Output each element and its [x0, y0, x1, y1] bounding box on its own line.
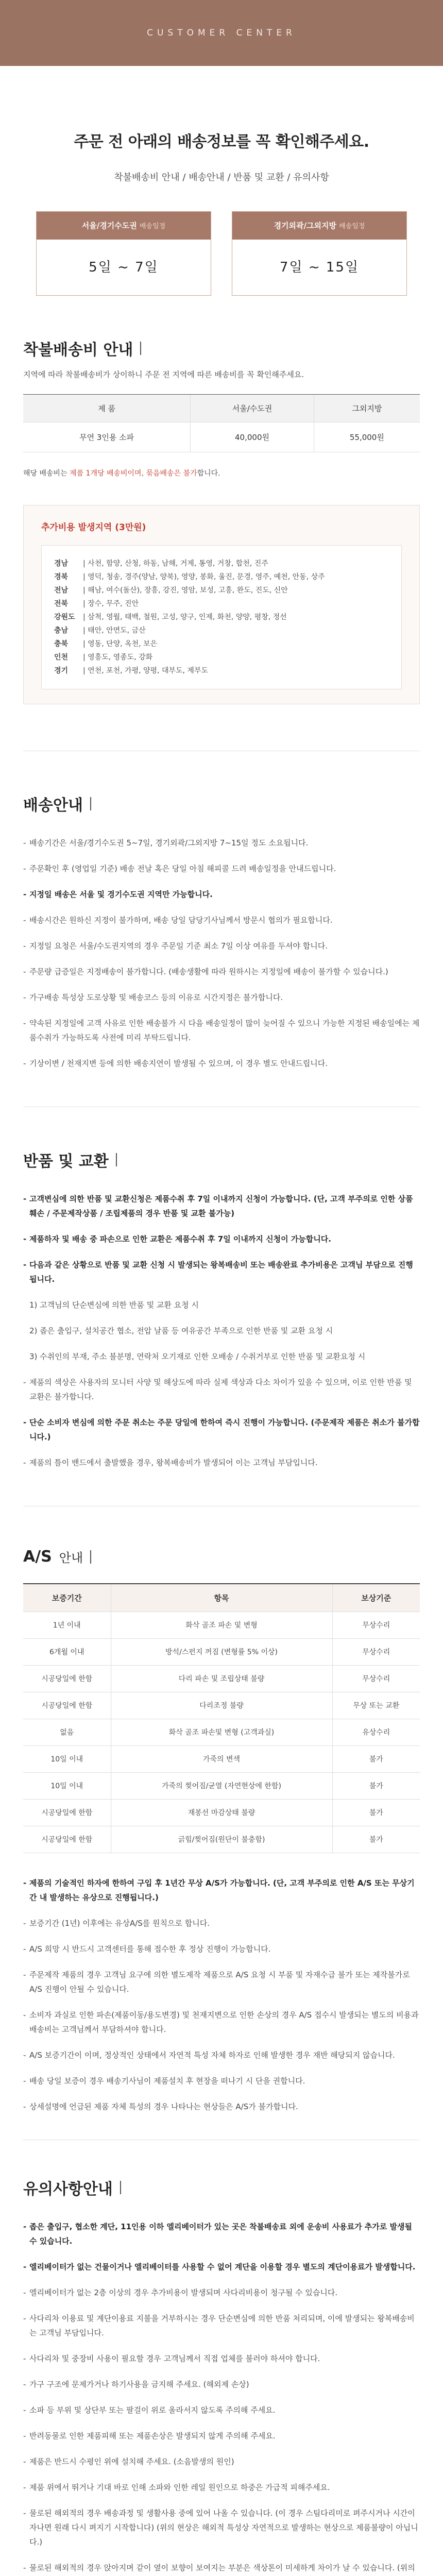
list-item: - 단순 소비자 변심에 의한 주문 취소는 주문 당일에 한하여 즉시 진행이 가능합니다. (주문제작 제품은 취소가 불가합니다.): [23, 1415, 420, 1444]
as-cell: 무상 또는 교환: [332, 1692, 420, 1719]
list-item: [54, 584, 389, 597]
as-cell: 시공당일에 한함: [23, 1692, 111, 1719]
as-title-sub: 안내: [59, 1551, 83, 1565]
region-areas: | 장수, 무주, 진안: [83, 600, 139, 608]
as-cell: 불가: [332, 1826, 420, 1853]
as-cell: 불가: [332, 1772, 420, 1799]
list-item: - 다음과 같은 상황으로 반품 및 교환 신청 시 발생되는 왕복배송비 또는 배송완료 추가비용은 고객님 부담으로 진행됩니다.: [23, 1258, 420, 1286]
list-item: - 물로된 해외적의 경우 배송과정 및 생활사용 중에 있어 나올 수 있습니다. (이 경우 스팀다리미로 펴주시거나 시간이 자나면 원래 다시 펴지기 시작합니다) (위의 현상은 해외적 특성상 자연적으로 발생하는 현상으로 제품불량이 아닙니다.): [23, 2506, 420, 2549]
extra-cost-regions: [23, 505, 420, 704]
list-item: - 반려동물로 인한 제품피해 또는 제품손상은 발생되지 않게 주의해 주세요.: [23, 2429, 420, 2443]
as-title: [23, 1548, 420, 1566]
region-name: 경북: [54, 573, 69, 581]
extra-region-list: [41, 545, 402, 689]
list-item: [54, 611, 389, 624]
cod-note-prefix: 해당 배송비는: [23, 469, 70, 478]
table-row: [23, 422, 420, 452]
list-item: - 가구배송 특성상 도로상황 및 배송코스 등의 이유로 시간지정은 불가합니다.: [23, 990, 420, 1005]
list-item: - 기상이변 / 천재지변 등에 의한 배송지연이 발생될 수 있으며, 이 경우 별도 안내드립니다.: [23, 1056, 420, 1071]
as-cell: 6개월 이내: [23, 1638, 111, 1665]
hero: [0, 66, 443, 183]
as-cell: 가죽의 찢어짐/균열 (자연현상에 한함): [111, 1772, 332, 1799]
table-row: [23, 1719, 420, 1745]
as-col-item: 항목: [111, 1584, 332, 1612]
list-item: - 제품 위에서 뛰거나 기대 바로 인해 소파와 인한 레일 원인으로 하중은 가급적 피해주세요.: [23, 2480, 420, 2495]
as-cell: 시공당일에 한함: [23, 1826, 111, 1853]
delivery-days: 5일 ~ 7일: [89, 260, 159, 275]
as-cell: 화삭 골조 파손 및 변형: [111, 1612, 332, 1638]
table-row: [23, 1772, 420, 1799]
region-name: 충북: [54, 640, 69, 648]
cod-note: [23, 468, 420, 478]
list-item: - 약속된 지정일에 고객 사유로 인한 배송불가 시 다음 배송일정이 많이 늦어질 수 있으니 가능한 지정된 배송일에는 제품수취가 가능하도록 사전에 미리 부탁드립니다.: [23, 1016, 420, 1045]
as-table: [23, 1583, 420, 1853]
list-item: - 제품의 틀이 밴드에서 출발했을 경우, 왕복배송비가 발생되어 이는 고객님 부담입니다.: [23, 1455, 420, 1470]
list-item: [54, 637, 389, 651]
region-name: 충남: [54, 626, 69, 635]
as-section: [0, 1548, 443, 2114]
list-item: - 상세설명에 언급된 제품 자체 특성의 경우 나타나는 현상들은 A/S가 불가합니다.: [23, 2099, 420, 2114]
table-row: [23, 1665, 420, 1692]
region-areas: | 사천, 함양, 산청, 하동, 남해, 거제, 통영, 거창, 합천, 진주: [83, 560, 268, 568]
shipping-title: [23, 792, 420, 815]
page-subtitle: 착불배송비 안내 / 배송안내 / 반품 및 교환 / 유의사항: [114, 172, 329, 183]
cod-col-other: 그외지방: [314, 395, 420, 422]
as-cell: 무상수리: [332, 1638, 420, 1665]
cod-col-capital: 서울/수도권: [191, 395, 314, 422]
as-title-text: A/S: [23, 1548, 52, 1566]
caution-section: [0, 2176, 443, 2576]
cod-note-highlight: 제품 1개당 배송비이며, 묶음배송은 불가: [70, 469, 197, 478]
table-row: [23, 1826, 420, 1853]
region-name: 전남: [54, 586, 69, 595]
table-row: [23, 1638, 420, 1665]
list-item: - 가구 구조에 문제가거나 하기사용을 금지해 주세요. (해외제 손상): [23, 2377, 420, 2392]
cod-title: [23, 337, 420, 360]
as-cell: 10일 이내: [23, 1772, 111, 1799]
cod-note-suffix: 합니다.: [197, 469, 220, 478]
as-col-period: 보증기간: [23, 1584, 111, 1612]
delivery-suffix: 배송일정: [139, 223, 166, 230]
delivery-suffix: 배송일정: [339, 223, 365, 230]
table-row: [23, 1799, 420, 1826]
list-item: 1) 고객님의 단순변심에 의한 반품 및 교환 요청 시: [29, 1300, 199, 1310]
list-item: - 지정일 배송은 서울 및 경기수도권 지역만 가능합니다.: [23, 887, 420, 902]
list-item: - 배송시간은 원하신 지정이 불가하며, 배송 당일 담당기사님께서 방문시 협의가 필요합니다.: [23, 913, 420, 927]
cod-title-text: 착불배송비 안내: [23, 341, 133, 359]
list-item: - 제품은 반드시 수평인 위에 설치해 주세요. (소음발생의 원인): [23, 2454, 420, 2469]
region-areas: | 영덕, 청송, 경주(양남, 양북), 영양, 봉화, 울진, 문경, 영주, 예천, 안동, 상주: [83, 573, 325, 581]
page-title: 주문 전 아래의 배송정보를 꼭 확인해주세요.: [74, 133, 369, 151]
list-item: - 보증기간 (1년) 이후에는 유상A/S를 원칙으로 합니다.: [23, 1916, 420, 1930]
as-cell: 다리조정 불량: [111, 1692, 332, 1719]
cod-cell: 무연 3인용 소파: [23, 422, 191, 452]
cod-cell: 55,000원: [314, 422, 420, 452]
region-areas: | 영동, 단양, 옥천, 보은: [83, 640, 158, 648]
region-areas: | 태안, 안면도, 금산: [83, 626, 146, 635]
extra-cost-title: 추가비용 발생지역 (3만원): [41, 522, 146, 533]
list-item: - 물로된 해외적의 경우 앉아지며 같이 옆이 보향이 보여지는 부분은 색상톤이 미세하게 차이가 날 수 있습니다. (위의: [23, 2561, 420, 2576]
table-row: [23, 1612, 420, 1638]
as-cell: 1년 이내: [23, 1612, 111, 1638]
as-cell: 없음: [23, 1719, 111, 1745]
list-item: - 고객변심에 의한 반품 및 교환신청은 제품수취 후 7일 이내까지 신청이 가능합니다. (단, 고객 부주의로 인한 상품훼손 / 주문제작상품 / 조립제품의 경우 반품 및 교환 불가능): [23, 1192, 420, 1221]
as-cell: 시공당일에 한함: [23, 1799, 111, 1826]
as-col-criteria: 보상기준: [332, 1584, 420, 1612]
as-cell: 화삭 골조 파손및 변형 (고객과실): [111, 1719, 332, 1745]
caution-title: [23, 2176, 420, 2199]
region-areas: | 연천, 포천, 가평, 양평, 대부도, 제부도: [83, 667, 209, 675]
list-item: - 사다리차 및 중장비 사용이 필요할 경우 고객님께서 직접 업체를 불러야 하셔야 합니다.: [23, 2351, 420, 2366]
customer-center-header: [0, 0, 443, 66]
as-cell: 10일 이내: [23, 1745, 111, 1772]
list-item: - 사다리차 이용료 및 계단이용료 지불을 거부하시는 경우 단순변심에 의한 반품 처리되며, 이에 발생되는 왕복배송비는 고객님 부담입니다.: [23, 2311, 420, 2340]
returns-title: [23, 1148, 420, 1171]
delivery-region: 서울/경기수도권: [81, 221, 137, 230]
list-item: - 주문량 급증일은 지정배송이 불가합니다. (배송생활에 따라 원하시는 지정일에 배송이 불가할 수 있습니다.): [23, 964, 420, 979]
delivery-days: 7일 ~ 15일: [279, 260, 360, 275]
list-item: - 배송기간은 서울/경기수도권 5~7일, 경기외곽/그외지방 7~15일 정도 소요됩니다.: [23, 836, 420, 850]
list-item: - 제품의 색상은 사용자의 모니터 사양 및 해상도에 따라 실제 색상과 다소 차이가 있을 수 있으며, 이로 인한 반품 및 교환은 불가합니다.: [23, 1375, 420, 1404]
list-item: - 소비자 과실로 인한 파손(제품이동/용도변경) 및 천재지변으로 인한 손상의 경우 A/S 접수시 발생되는 별도의 비용과 배송비는 고객님께서 부담하셔야 합니다.: [23, 2008, 420, 2037]
cod-col-product: 제 품: [23, 395, 191, 422]
region-name: 경남: [54, 560, 69, 568]
list-item: [54, 557, 389, 570]
as-cell: 다리 파손 및 조립상태 불량: [111, 1665, 332, 1692]
list-item: - 소파 등 부위 및 상단부 또는 팔걸이 위로 올라서지 않도록 주의해 주세요.: [23, 2403, 420, 2417]
list-item: - 좁은 출입구, 협소한 계단, 11인용 이하 엘리베이터가 있는 곳은 착불배송료 외에 운송비 사용료가 추가로 발생될 수 있습니다.: [23, 2219, 420, 2248]
list-item: - A/S 희망 시 반드시 고객센터를 통해 접수한 후 정상 진행이 가능합니다.: [23, 1942, 420, 1956]
region-name: 인천: [54, 653, 69, 662]
list-item: [54, 597, 389, 611]
as-cell: 시공당일에 한함: [23, 1665, 111, 1692]
list-item: - 지정일 요청은 서울/수도권지역의 경우 주문일 기준 최소 7일 이상 여유를 두셔야 합니다.: [23, 939, 420, 953]
as-cell: 긁힘/찢어짐(원단이 불충함): [111, 1826, 332, 1853]
returns-list: [23, 1192, 420, 1470]
returns-section: [0, 1148, 443, 1470]
delivery-box-head: [232, 212, 406, 240]
as-cell: 불가: [332, 1799, 420, 1826]
as-cell: 방석/스펀지 꺼짐 (변형률 5% 이상): [111, 1638, 332, 1665]
list-item: - 주문제작 제품의 경우 고객님 요구에 의한 별도제작 제품으로 A/S 요청 시 부품 및 자재수급 불가 또는 제작불가로 A/S 진행이 안될 수 있습니다.: [23, 1968, 420, 1996]
region-name: 경기: [54, 667, 69, 675]
list-item: - 엘리베이터가 없는 2층 이상의 경우 추가비용이 발생되며 사다리비용이 청구될 수 있습니다.: [23, 2285, 420, 2300]
list-item: - 엘리베이터가 없는 건물이거나 엘리베이터를 사용할 수 없어 계단을 이용할 경우 별도의 계단이용료가 발생합니다.: [23, 2260, 420, 2274]
shipping-list: [23, 836, 420, 1071]
cod-desc: 지역에 따라 착불배송비가 상이하니 주문 전 지역에 따른 배송비를 꼭 확인해주세요.: [23, 370, 304, 379]
shipping-section: [0, 792, 443, 1071]
delivery-region: 경기외곽/그외지방: [274, 221, 336, 230]
list-item: 3) 수취인의 부재, 주소 불분명, 연락처 오기재로 인한 오배송 / 수취거부로 인한 반품 및 교환요청 시: [29, 1352, 366, 1361]
as-cell: 재봉선 마감상태 불량: [111, 1799, 332, 1826]
returns-title-text: 반품 및 교환: [23, 1153, 109, 1171]
list-item: [54, 570, 389, 584]
table-row: [23, 1745, 420, 1772]
list-item: - 제품하자 및 배송 중 파손으로 인한 교환은 제품수취 후 7일 이내까지 신청이 가능합니다.: [23, 1232, 420, 1246]
cod-section: [0, 337, 443, 704]
as-cell: 가죽의 변색: [111, 1745, 332, 1772]
as-cell: 유상수리: [332, 1719, 420, 1745]
header-label: CUSTOMER CENTER: [147, 28, 296, 38]
cod-cell: 40,000원: [191, 422, 314, 452]
list-item: - 배송 당일 보증이 경우 배송기사님이 제품설치 후 현장을 떠나기 시 단을 권합니다.: [23, 2074, 420, 2088]
shipping-title-text: 배송안내: [23, 796, 83, 815]
delivery-box-head: [37, 212, 211, 240]
caution-list: [23, 2219, 420, 2576]
list-item: 2) 좁은 출입구, 설치공간 협소, 전압 날품 등 여유공간 부족으로 인한 반품 및 교환 요청 시: [29, 1326, 333, 1335]
table-row: [23, 1692, 420, 1719]
as-list: [23, 1876, 420, 2114]
list-item: [54, 664, 389, 677]
region-areas: | 해남, 여수(돌산), 장흥, 강진, 영암, 보성, 고흥, 완도, 진도, 신안: [83, 586, 288, 595]
region-areas: | 삼척, 영월, 태백, 철원, 고성, 양구, 인제, 화천, 양양, 평창, 정선: [83, 613, 287, 621]
list-item: [54, 651, 389, 664]
list-item: [54, 624, 389, 637]
cod-table: [23, 394, 420, 452]
delivery-box-capital: [36, 211, 211, 296]
list-item: - 주문확인 후 (영업일 기준) 배송 전날 혹은 당일 아침 해피콜 드려 배송일정을 안내드립니다.: [23, 861, 420, 876]
as-cell: 불가: [332, 1745, 420, 1772]
list-item: - A/S 보증기간이 이며, 정상적인 상태에서 자연적 특성 자체 하자로 인해 발생한 경우 재반 해당되지 않습니다.: [23, 2048, 420, 2062]
region-name: 전북: [54, 600, 69, 608]
as-cell: 무상수리: [332, 1665, 420, 1692]
delivery-box-other: [232, 211, 407, 296]
region-areas: | 영흥도, 영종도, 강화: [83, 653, 153, 662]
list-item: - 제품의 기술적인 하자에 한하여 구입 후 1년간 무상 A/S가 가능합니다. (단, 고객 부주의로 인한 A/S 또는 무상기간 내 발생하는 유상으로 진행됩니다.): [23, 1876, 420, 1905]
region-name: 강원도: [54, 613, 75, 621]
as-cell: 무상수리: [332, 1612, 420, 1638]
delivery-schedule-boxes: [0, 211, 443, 296]
caution-title-text: 유의사항안내: [23, 2180, 113, 2198]
